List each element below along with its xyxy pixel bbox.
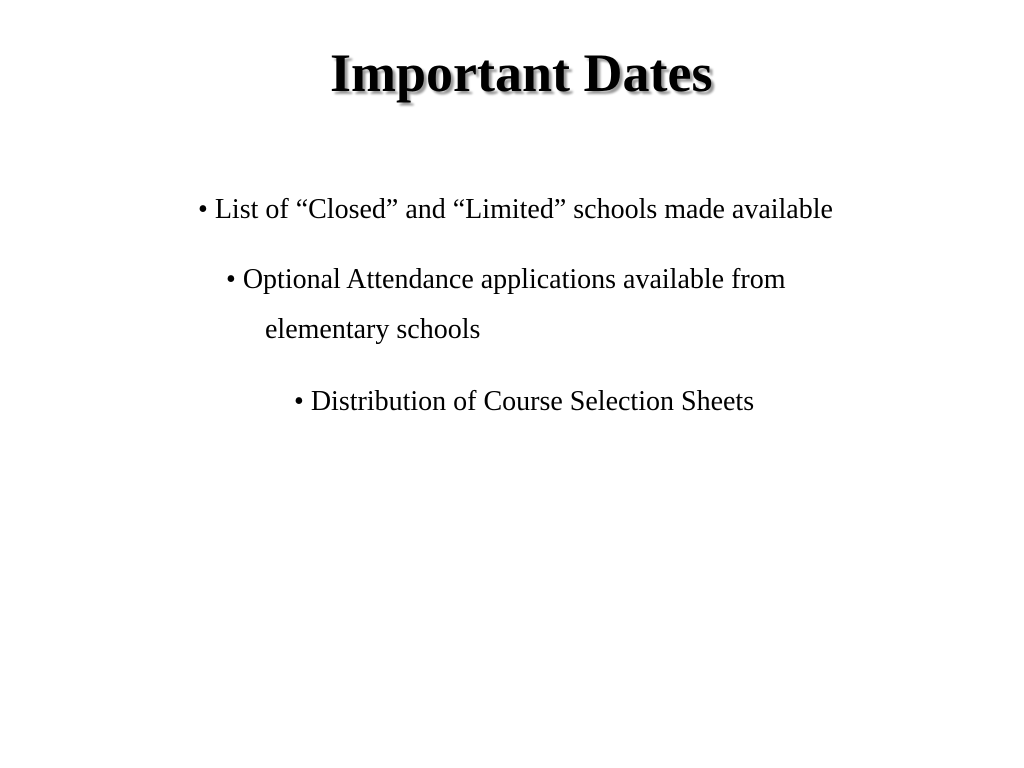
bullet-item-course-selection-sheets xyxy=(294,378,754,426)
bullet-item-closed-limited-schools xyxy=(198,186,833,234)
bullet-dot: • xyxy=(226,264,236,295)
bullet-item-optional-attendance-continuation: elementary schools xyxy=(265,314,481,345)
bullet-text: List of “Closed” and “Limited” schools made available xyxy=(214,194,833,225)
bullet-text: Optional Attendance applications available from xyxy=(242,264,786,295)
bullet-text: Distribution of Course Selection Sheets xyxy=(310,386,755,417)
bullet-dot: • xyxy=(198,194,208,225)
slide-title: Important Dates xyxy=(330,43,713,103)
bullet-item-optional-attendance xyxy=(226,256,786,304)
bullet-dot: • xyxy=(294,386,304,417)
